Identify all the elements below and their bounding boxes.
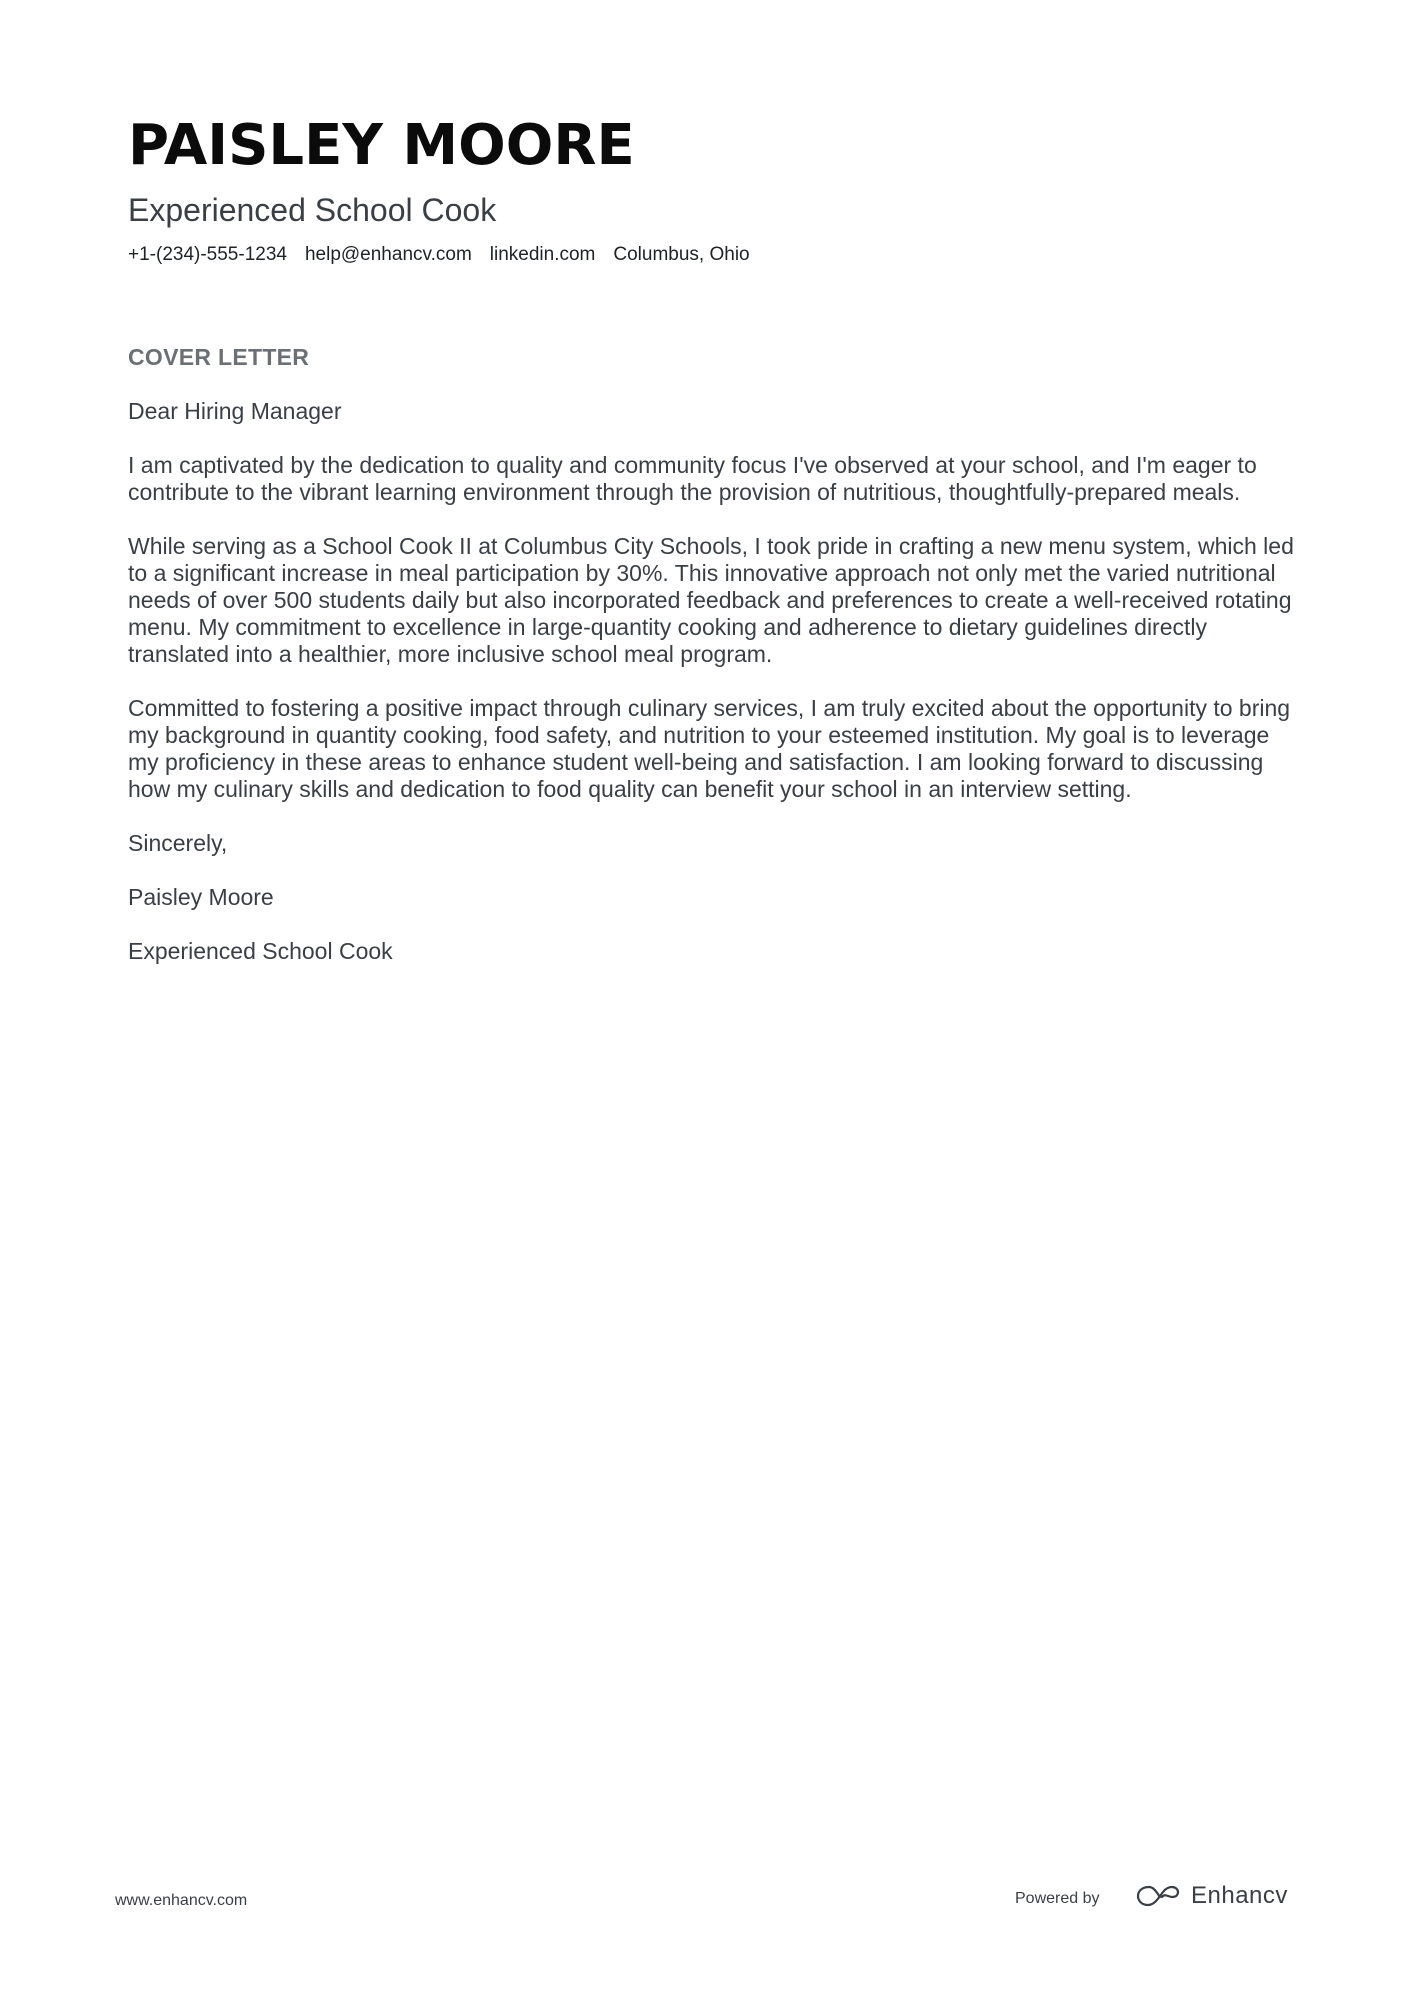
signature-title: Experienced School Cook <box>128 938 393 964</box>
letter-paragraph-1: I am captivated by the dedication to quality and community focus I've observed at your school, and I'm eager to contribute to the vibrant learning environment through the provision of nutritious, thoughtfully-prepared meals. <box>128 452 1257 505</box>
candidate-headline: Experienced School Cook <box>128 192 497 228</box>
contact-info <box>128 242 1288 268</box>
letter-paragraph-3: Committed to fostering a positive impact through culinary services, I am truly excited about the opportunity to bring my background in quantity cooking, food safety, and nutrition to your esteemed institution. My goal is to leverage my proficiency in these areas to enhance student well-being and satisfaction. I am looking forward to discussing how my culinary skills and dedication to food quality can benefit your school in an interview setting. <box>128 695 1291 802</box>
section-title: COVER LETTER <box>128 344 310 370</box>
contact-phone[interactable]: +1-(234)-555-1234 <box>128 244 287 265</box>
candidate-name: PAISLEY MOORE <box>128 113 635 178</box>
powered-by-label: Powered by <box>1015 1890 1100 1907</box>
letter-paragraph-2: While serving as a School Cook II at Columbus City Schools, I took pride in crafting a new menu system, which led to a significant increase in meal participation by 30%. This innovative approach not only met the varied nutritional needs of over 500 students daily but also incorporated feedback and preferences to create a well-received rotating menu. My commitment to excellence in large-quantity cooking and adherence to dietary guidelines directly translated into a healthier, more inclusive school meal program. <box>128 533 1294 667</box>
contact-location: Columbus, Ohio <box>613 244 750 265</box>
closing: Sincerely, <box>128 830 228 856</box>
signature-name: Paisley Moore <box>128 884 274 910</box>
letter-body <box>128 342 1298 992</box>
footer <box>0 1880 1410 1920</box>
contact-email[interactable]: help@enhancv.com <box>304 244 472 265</box>
salutation: Dear Hiring Manager <box>128 398 342 424</box>
brand-name: Enhancv <box>1191 1882 1288 1909</box>
contact-linkedin[interactable]: linkedin.com <box>489 244 596 265</box>
enhancv-logo-icon <box>1135 1883 1181 1909</box>
brand-logo[interactable] <box>1135 1882 1288 1910</box>
footer-url[interactable]: www.enhancv.com <box>115 1892 248 1909</box>
header <box>128 108 1288 268</box>
